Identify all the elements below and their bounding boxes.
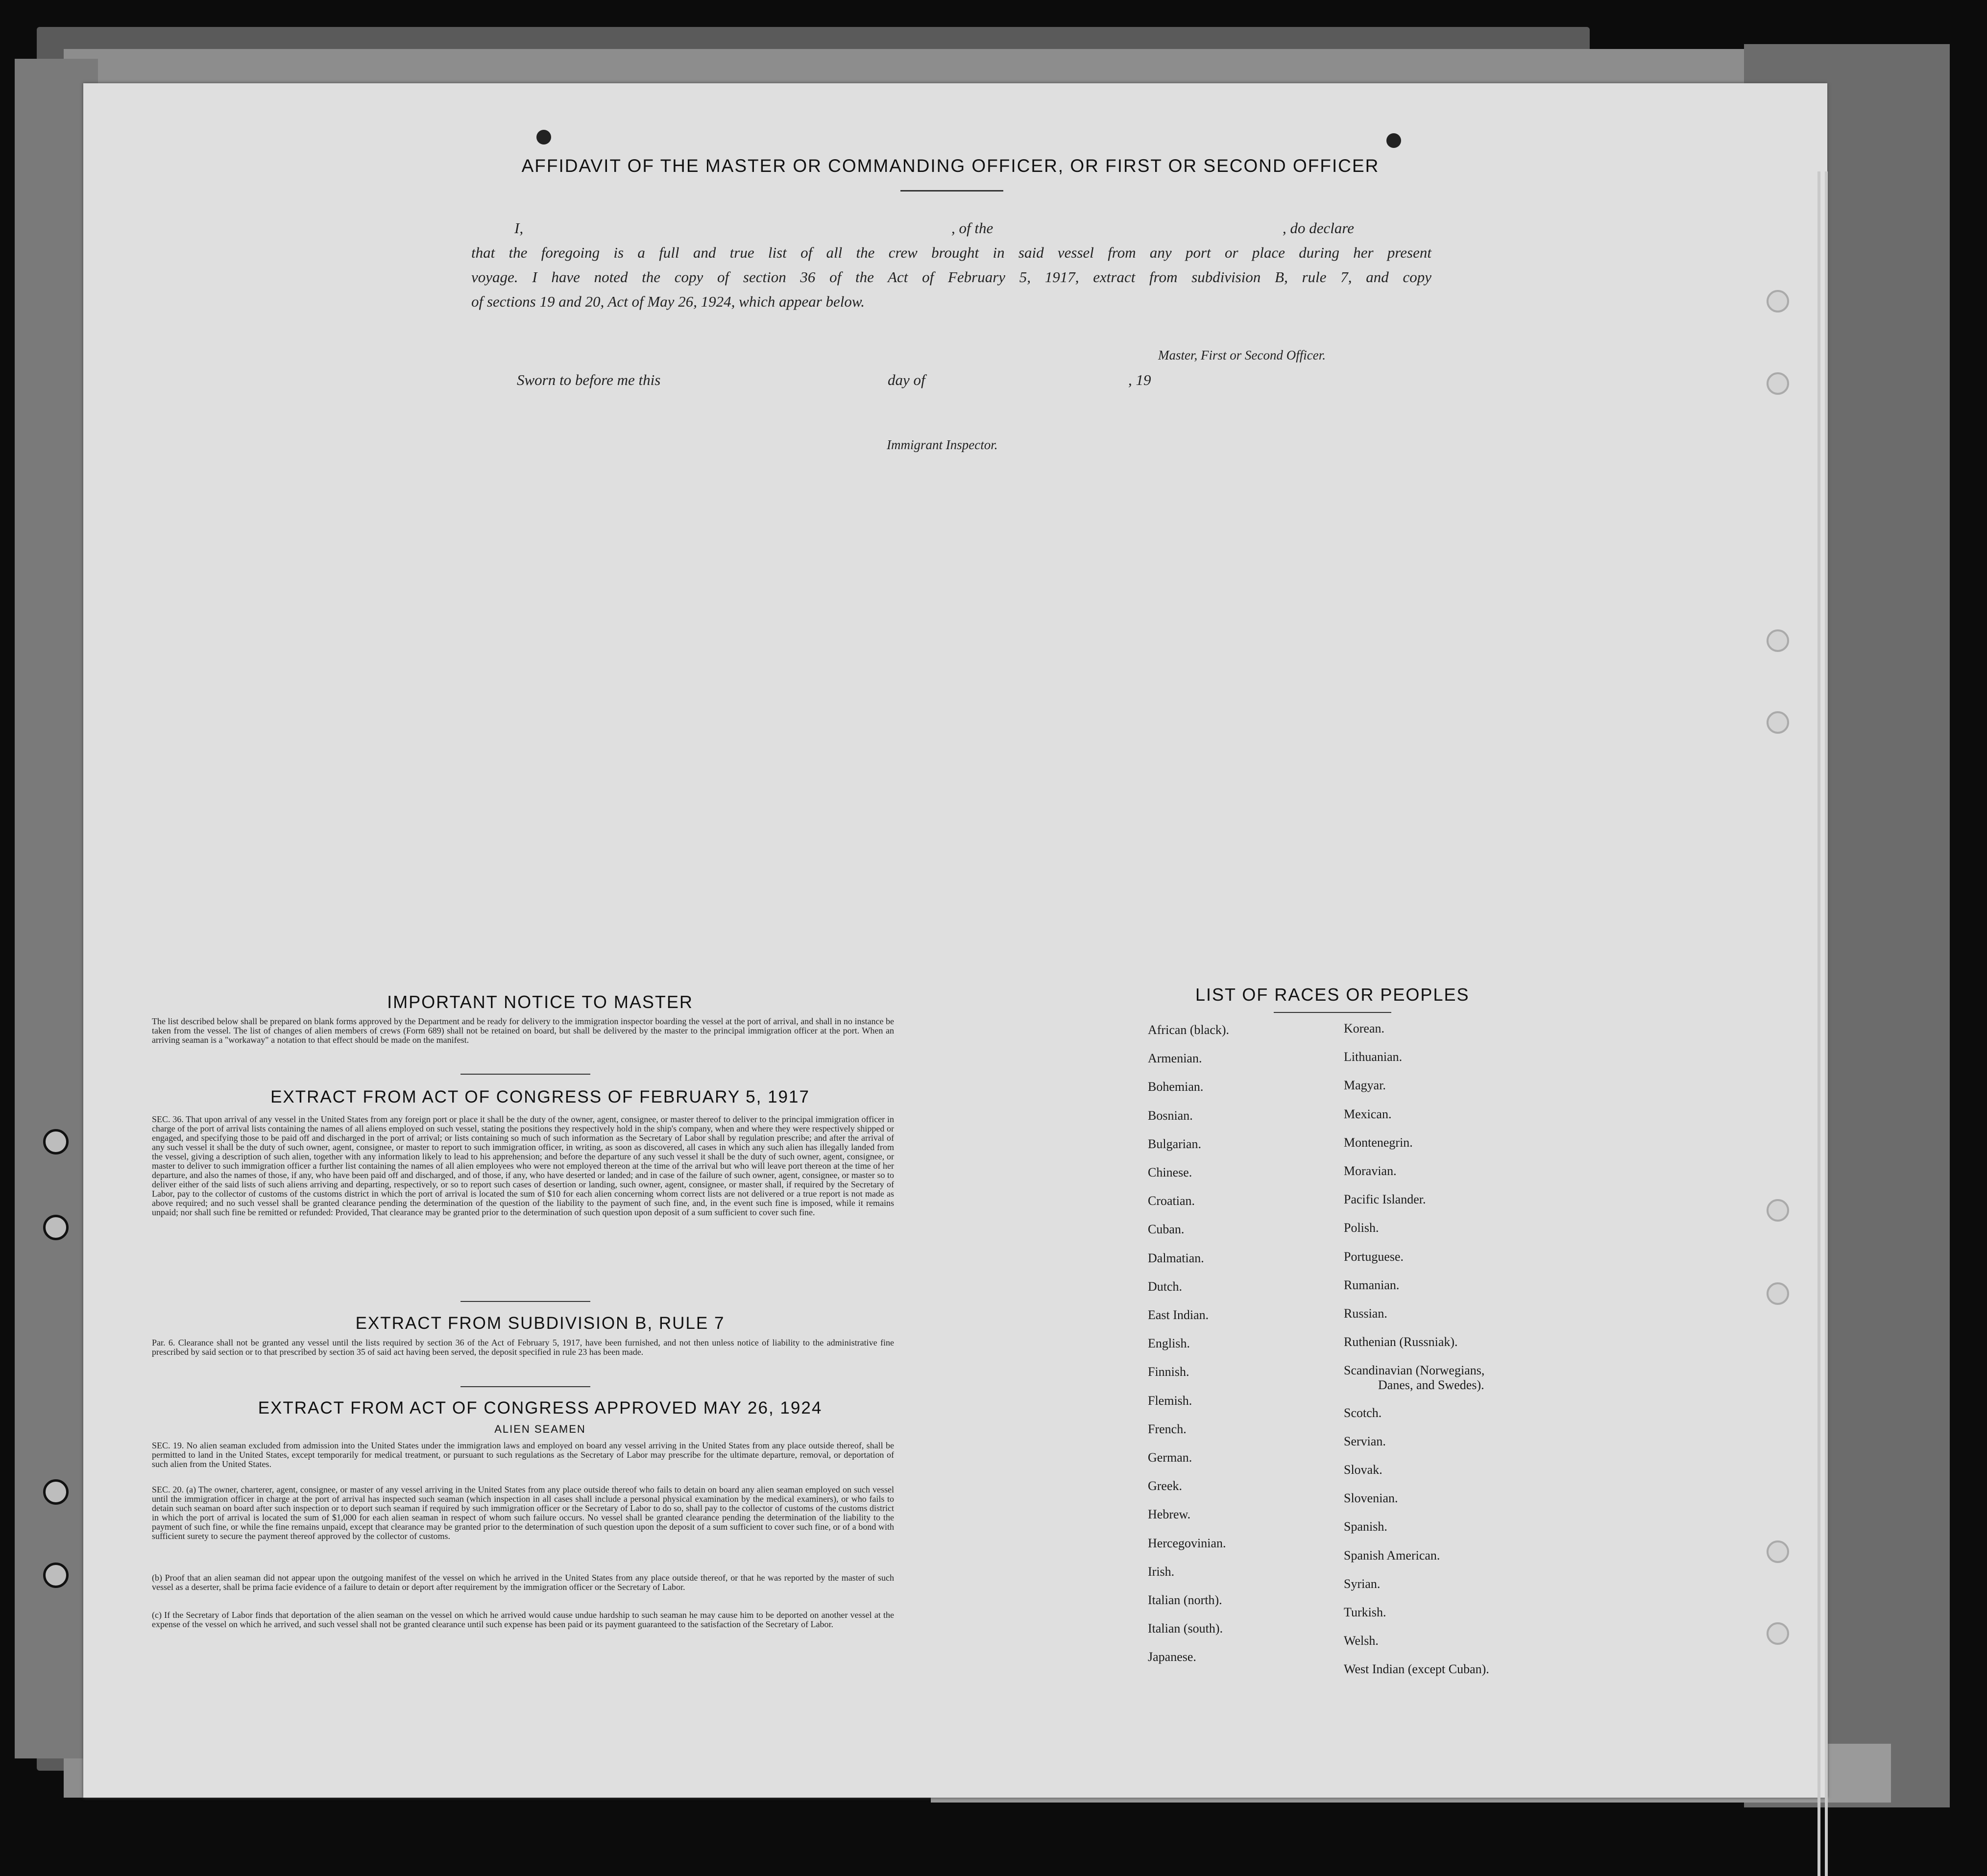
race-item: Russian.	[1344, 1306, 1387, 1321]
races-title: LIST OF RACES OR PEOPLES	[1195, 985, 1470, 1005]
race-item: Scotch.	[1344, 1405, 1382, 1420]
race-item: Bosnian.	[1148, 1108, 1193, 1123]
race-item: Italian (south).	[1148, 1621, 1223, 1636]
punch-hole	[43, 1563, 69, 1588]
race-item: Japanese.	[1148, 1650, 1196, 1664]
race-item: Scandinavian (Norwegians,	[1344, 1363, 1485, 1378]
notice-title: IMPORTANT NOTICE TO MASTER	[387, 992, 693, 1012]
rule7-title: EXTRACT FROM SUBDIVISION B, RULE 7	[355, 1314, 725, 1333]
punch-hole	[43, 1129, 69, 1154]
race-item: Montenegrin.	[1344, 1135, 1413, 1150]
punch-hole	[1767, 372, 1789, 395]
races-title-rule	[1274, 1012, 1391, 1013]
race-item: Ruthenian (Russniak).	[1344, 1335, 1458, 1349]
race-item: Servian.	[1344, 1434, 1386, 1448]
punch-hole	[1767, 290, 1789, 313]
race-item: Magyar.	[1344, 1078, 1386, 1093]
race-item: Rumanian.	[1344, 1277, 1400, 1292]
race-item: Slovenian.	[1344, 1491, 1398, 1506]
race-item: Flemish.	[1148, 1393, 1192, 1408]
race-item: East Indian.	[1148, 1308, 1209, 1322]
page-edge	[1817, 171, 1820, 1876]
race-item: Hercegovinian.	[1148, 1536, 1226, 1550]
race-item: Finnish.	[1148, 1365, 1189, 1379]
title-rule	[900, 190, 1003, 192]
extract-1924-sec20a: SEC. 20. (a) The owner, charterer, agent, consignee, or master of any vessel arriving in the United States from any place outside thereof who fails to detain on board any alien seaman employed on such vessel until the immigration officer in charge at the port of arrival has inspected such seaman (which inspection in all cases shall include a personal physical examination by the medical examiners), or who fails to detain such seaman on board after such inspection or to deport such seaman if required by such immigration officer or the Secretary of Labor to do so, shall pay to the collector of customs of the customs district in which the port of arrival is located the sum of $1,000 for each alien seaman in respect of whom such failure occurs. No vessel shall be granted clearance pending the determination of the liability to the payment of such fine, or while the fine remains unpaid, except that clearance may be granted prior to the determination of such question upon the deposit of a sum sufficient to cover such fine, or of a bond with sufficient surety to secure the payment thereof approved by the collector of customs.	[152, 1485, 894, 1541]
affidavit-line-2: that the foregoing is a full and true list of all the crew brought in said vessel from any port or place during her present	[471, 244, 1431, 261]
inspector-label: Immigrant Inspector.	[887, 437, 998, 452]
extract-1924-subtitle: ALIEN SEAMEN	[494, 1423, 586, 1435]
punch-hole	[43, 1479, 69, 1505]
extract-1924-sec20b: (b) Proof that an alien seaman did not appear upon the outgoing manifest of the vessel on which he arrived in the United States from any place outside thereof, or that he was reported by the master of such vessel as a deserter, shall be prima facie evidence of a failure to detain or deport after requirement by the immigration officer or the Secretary of Labor.	[152, 1573, 894, 1592]
race-item: Cuban.	[1148, 1222, 1185, 1237]
race-item: French.	[1148, 1421, 1187, 1436]
punch-hole	[1767, 1282, 1789, 1305]
race-item: Irish.	[1148, 1564, 1175, 1579]
race-item: Armenian.	[1148, 1051, 1202, 1066]
section-rule	[460, 1386, 590, 1387]
race-item: Dutch.	[1148, 1279, 1183, 1294]
race-item: West Indian (except Cuban).	[1344, 1662, 1489, 1677]
race-item: Danes, and Swedes).	[1378, 1378, 1484, 1393]
notice-body: The list described below shall be prepared on blank forms approved by the Department and be ready for delivery to the immigration inspector boarding the vessel at the port of arrival, and shall in no instance be taken from the vessel. The list of changes of alien members of crews (Form 689) shall not be retained on board, but shall be delivered by the master to the principal immigration officer at the port. When an arriving seaman is a "workaway" a notation to that effect should be made on the manifest.	[152, 1016, 894, 1045]
punch-hole	[43, 1215, 69, 1240]
extract-1917-title: EXTRACT FROM ACT OF CONGRESS OF FEBRUARY 5, 1917	[270, 1087, 810, 1106]
race-item: Spanish.	[1344, 1519, 1387, 1534]
race-item: Italian (north).	[1148, 1593, 1222, 1607]
extract-1924-title: EXTRACT FROM ACT OF CONGRESS APPROVED MAY 26, 1924	[258, 1398, 823, 1418]
punch-hole	[1767, 629, 1789, 652]
pin-mark	[536, 130, 551, 144]
day-of-text: day of	[888, 371, 925, 388]
race-item: Greek.	[1148, 1479, 1183, 1493]
race-item: English.	[1148, 1336, 1190, 1351]
race-item: German.	[1148, 1450, 1192, 1465]
race-item: Polish.	[1344, 1221, 1379, 1235]
race-item: Syrian.	[1344, 1576, 1381, 1591]
master-signature-label: Master, First or Second Officer.	[1158, 348, 1326, 362]
extract-1924-sec19: SEC. 19. No alien seaman excluded from admission into the United States under the immigration laws and employed on board any vessel arriving in the United States from any place outside thereof, shall be permitted to land in the United States, except temporarily for medical treatment, or pursuant to such regulations as the Secretary of Labor may prescribe for the ultimate departure, removal, or deportation of such alien from the United States.	[152, 1441, 894, 1469]
race-item: African (black).	[1148, 1023, 1230, 1037]
affidavit-i: I,	[514, 219, 524, 237]
section-rule	[460, 1074, 590, 1075]
race-item: Lithuanian.	[1344, 1050, 1403, 1064]
race-item: Croatian.	[1148, 1194, 1195, 1208]
race-item: Bulgarian.	[1148, 1136, 1202, 1151]
punch-hole	[1767, 1199, 1789, 1222]
punch-hole	[1767, 1622, 1789, 1645]
affidavit-line-4: of sections 19 and 20, Act of May 26, 1924, which appear below.	[471, 293, 865, 310]
race-item: Moravian.	[1344, 1164, 1397, 1178]
affidavit-of-the: , of the	[951, 219, 994, 237]
year-text: , 19	[1128, 371, 1151, 388]
race-item: Welsh.	[1344, 1634, 1379, 1648]
rule7-body: Par. 6. Clearance shall not be granted any vessel until the lists required by section 36 of the Act of February 5, 1917, have been furnished, and not then unless notice of liability to the administrative fine prescribed by said section or to that prescribed by section 35 of said act having been served, the deposit specified in rule 23 has been made.	[152, 1338, 894, 1357]
race-item: Korean.	[1344, 1021, 1385, 1035]
pin-mark	[1386, 133, 1401, 148]
affidavit-do-declare: , do declare	[1283, 219, 1355, 237]
race-item: Dalmatian.	[1148, 1251, 1204, 1265]
race-item: Spanish American.	[1344, 1548, 1440, 1563]
race-item: Bohemian.	[1148, 1080, 1204, 1094]
race-item: Chinese.	[1148, 1165, 1192, 1179]
affidavit-line-3: voyage. I have noted the copy of section 36 of the Act of February 5, 1917, extract from subdivision B, rule 7, and copy	[471, 268, 1431, 286]
page-edge	[1825, 171, 1828, 1876]
race-item: Slovak.	[1344, 1463, 1382, 1477]
extract-1917-body: SEC. 36. That upon arrival of any vessel in the United States from any foreign port or place it shall be the duty of the owner, agent, consignee, or master thereof to deliver to the principal immigration officer in charge of the port of arrival lists containing the names of all aliens employed on such vessel, stating the positions they respectively hold in the ship's company, when and where they were respectively shipped or engaged, and specifying those to be paid off and discharged in the port of arrival; or lists containing so much of such information as the Secretary of Labor shall by regulation prescribe; and after the arrival of any such vessel it shall be the duty of such owner, agent, consignee, or master to report to such immigration officer, in writing, as soon as discovered, all cases in which any such alien has illegally landed from the vessel, giving a description of such alien, together with any information likely to lead to his apprehension; and before the departure of any such vessel it shall be the duty of such owner, agent, consignee, or master to deliver to such immigration officer a further list containing the names of all alien employees who were not employed thereon at the time of the arrival but who will leave port thereon at the time of her departure, and also the names of those, if any, who have been paid off and discharged, and of those, if any, who have deserted or landed; and in case of the failure of such owner, agent, consignee, or master so to deliver either of the said lists of such aliens arriving and departing, respectively, or so to report such cases of desertion or landing, such owner, agent, consignee, or master shall, if required by the Secretary of Labor, pay to the collector of customs of the customs district in which the port of arrival is located the sum of $10 for each alien concerning whom correct lists are not delivered or a true report is not made as above required; and no such vessel shall be granted clearance pending the determination of the question of the liability to the payment of such fine, and, in the event such fine is imposed, while it remains unpaid; nor shall such fine be remitted or refunded: Provided, That clearance may be granted prior to the determination of such question upon deposit of a sum sufficient to cover such fine.	[152, 1114, 894, 1217]
race-item: Pacific Islander.	[1344, 1192, 1426, 1207]
section-rule	[460, 1301, 590, 1302]
race-item: Mexican.	[1344, 1106, 1392, 1121]
punch-hole	[1767, 711, 1789, 734]
affidavit-title: AFFIDAVIT OF THE MASTER OR COMMANDING OFFICER, OR FIRST OR SECOND OFFICER	[521, 156, 1380, 176]
race-item: Portuguese.	[1344, 1249, 1404, 1264]
extract-1924-sec20c: (c) If the Secretary of Labor finds that deportation of the alien seaman on the vessel on which he arrived would cause undue hardship to such seaman he may cause him to be deported on another vessel at the expense of the vessel on which he arrived, and such vessel shall not be granted clearance until such expense has been paid or its payment guaranteed to the satisfaction of the Secretary of Labor.	[152, 1610, 894, 1629]
punch-hole	[1767, 1540, 1789, 1563]
race-item: Turkish.	[1344, 1605, 1386, 1619]
sworn-text: Sworn to before me this	[517, 371, 661, 388]
race-item: Hebrew.	[1148, 1507, 1191, 1522]
